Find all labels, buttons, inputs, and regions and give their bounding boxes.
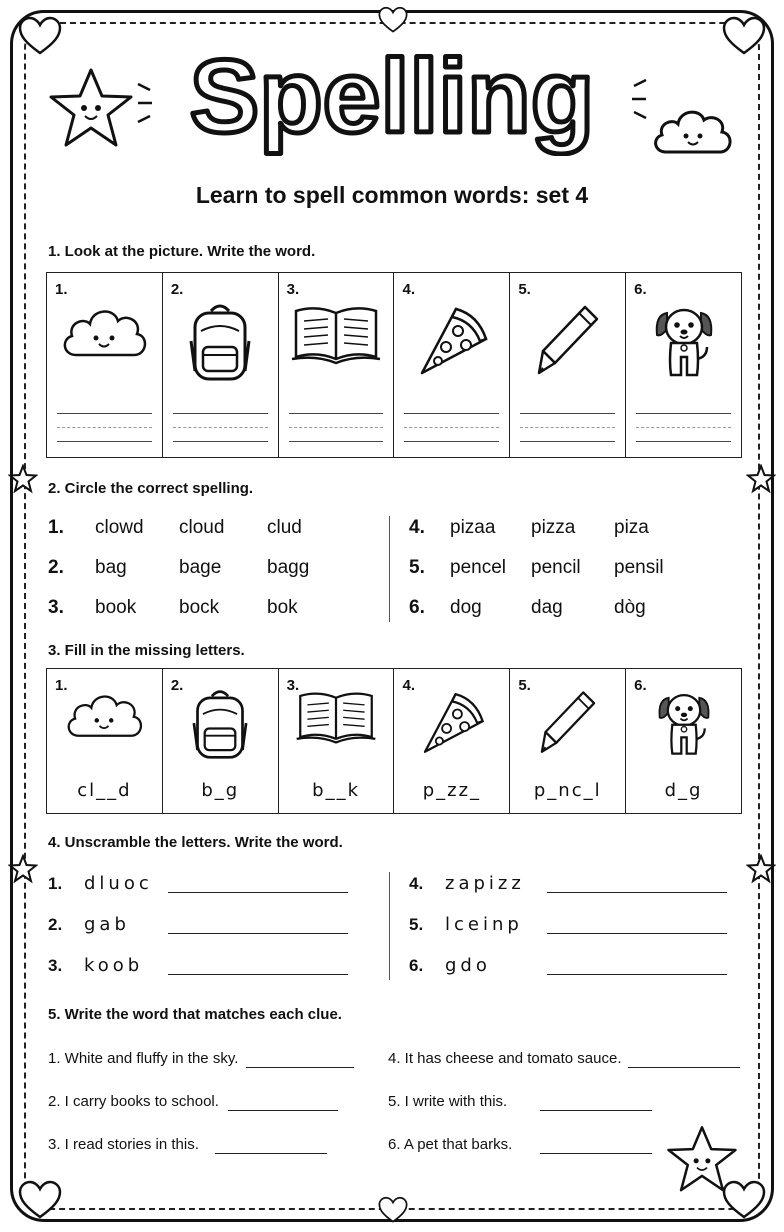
spelling-option[interactable]: book xyxy=(95,597,137,618)
answer-line[interactable] xyxy=(168,933,348,934)
spelling-option[interactable]: bag xyxy=(95,557,127,578)
item-number: 1. xyxy=(55,677,68,694)
writing-line[interactable] xyxy=(289,441,384,442)
item-number: 3. xyxy=(48,597,64,618)
section-1-title: 1. Look at the picture. Write the word. xyxy=(48,243,316,260)
spelling-option[interactable]: piza xyxy=(614,517,649,538)
heart-icon xyxy=(378,6,408,34)
spelling-option[interactable]: bage xyxy=(179,557,222,578)
item-number: 3. xyxy=(286,677,300,694)
fill-in-cell xyxy=(626,669,741,813)
item-number: 6. xyxy=(634,677,647,694)
missing-letters-word[interactable]: cl__d xyxy=(77,780,132,801)
picture-cell xyxy=(279,273,395,457)
clue-text: 5. I write with this. xyxy=(388,1093,508,1110)
star-icon xyxy=(746,854,776,884)
picture-cell xyxy=(510,273,626,457)
picture-cell xyxy=(47,273,163,457)
pencil-icon xyxy=(536,687,599,764)
writing-line[interactable] xyxy=(404,441,499,442)
section-1-picture-grid xyxy=(46,272,742,458)
answer-line[interactable] xyxy=(540,1110,652,1111)
clue-text: 1. White and fluffy in the sky. xyxy=(48,1050,239,1067)
backpack-icon xyxy=(185,301,255,388)
writing-line[interactable] xyxy=(173,413,268,414)
answer-line[interactable] xyxy=(168,892,348,893)
item-number: 1. xyxy=(48,517,64,538)
divider xyxy=(389,872,390,980)
item-number: 4. xyxy=(409,517,425,538)
writing-line[interactable] xyxy=(520,413,615,414)
answer-line[interactable] xyxy=(540,1153,652,1154)
spelling-option[interactable]: pencil xyxy=(531,557,581,578)
writing-line[interactable] xyxy=(57,413,152,414)
spelling-option[interactable]: pencel xyxy=(450,557,506,578)
heart-icon xyxy=(722,16,766,56)
cloud-icon xyxy=(58,301,150,368)
spelling-option[interactable]: clowd xyxy=(95,517,144,538)
pizza-icon xyxy=(412,301,492,386)
item-number: 6. xyxy=(409,956,424,975)
scrambled-letters: zapizz xyxy=(445,873,525,894)
missing-letters-word[interactable]: p_nc_l xyxy=(533,780,602,801)
item-number: 4. xyxy=(402,677,415,694)
item-number: 2. xyxy=(170,677,184,694)
section-4-title: 4. Unscramble the letters. Write the word. xyxy=(48,834,343,851)
missing-letters-word[interactable]: d_g xyxy=(664,780,703,801)
item-number: 6. xyxy=(634,281,647,298)
writing-line[interactable] xyxy=(636,441,731,442)
fill-in-cell xyxy=(394,669,510,813)
answer-line[interactable] xyxy=(547,892,727,893)
answer-line[interactable] xyxy=(547,974,727,975)
dog-icon xyxy=(653,301,715,386)
item-number: 1. xyxy=(48,874,63,893)
missing-letters-word[interactable]: p_zz_ xyxy=(422,780,482,801)
clue-text: 2. I carry books to school. xyxy=(48,1093,219,1110)
clue-text: 6. A pet that barks. xyxy=(388,1136,513,1153)
writing-guide-line xyxy=(636,427,731,428)
writing-guide-line xyxy=(404,427,499,428)
cloud-icon xyxy=(63,687,146,748)
item-number: 4. xyxy=(409,874,424,893)
smiling-star-icon xyxy=(664,1124,740,1196)
scrambled-letters: lceinp xyxy=(445,914,523,935)
item-number: 5. xyxy=(518,677,531,694)
missing-letters-word[interactable]: b_g xyxy=(201,780,240,801)
section-2-title: 2. Circle the correct spelling. xyxy=(48,480,254,497)
spelling-option[interactable]: dòg xyxy=(614,597,646,618)
spelling-option[interactable]: bock xyxy=(179,597,220,618)
clue-text: 3. I read stories in this. xyxy=(48,1136,199,1153)
book-icon xyxy=(290,301,382,372)
spelling-option[interactable]: dag xyxy=(531,597,563,618)
spelling-option[interactable]: pizza xyxy=(531,517,576,538)
heart-icon xyxy=(18,16,62,56)
item-number: 6. xyxy=(409,597,425,618)
writing-guide-line xyxy=(173,427,268,428)
spelling-option[interactable]: clud xyxy=(267,517,302,538)
scrambled-letters: koob xyxy=(84,955,144,976)
section-5-title: 5. Write the word that matches each clue. xyxy=(48,1006,342,1023)
answer-line[interactable] xyxy=(246,1067,354,1068)
writing-line[interactable] xyxy=(636,413,731,414)
item-number: 2. xyxy=(48,557,64,578)
fill-in-cell xyxy=(47,669,163,813)
backpack-icon xyxy=(189,687,252,766)
answer-line[interactable] xyxy=(215,1153,327,1154)
item-number: 5. xyxy=(409,915,424,934)
heart-icon xyxy=(378,1196,408,1224)
picture-cell xyxy=(394,273,510,457)
answer-line[interactable] xyxy=(168,974,348,975)
divider xyxy=(389,516,390,622)
item-number: 2. xyxy=(170,281,184,298)
item-number: 4. xyxy=(402,281,415,298)
scrambled-letters: dluoc xyxy=(84,873,153,894)
writing-guide-line xyxy=(520,427,615,428)
writing-line[interactable] xyxy=(57,441,152,442)
item-number: 5. xyxy=(518,281,531,298)
fill-in-cell xyxy=(279,669,395,813)
spelling-option[interactable]: pizaa xyxy=(450,517,496,538)
item-number: 3. xyxy=(48,956,63,975)
spelling-option[interactable]: bok xyxy=(267,597,298,618)
section-3-picture-grid xyxy=(46,668,742,814)
writing-line[interactable] xyxy=(404,413,499,414)
answer-line[interactable] xyxy=(628,1067,740,1068)
writing-guide-line xyxy=(57,427,152,428)
scrambled-letters: gab xyxy=(84,914,130,935)
writing-guide-line xyxy=(289,427,384,428)
fill-in-cell xyxy=(163,669,279,813)
item-number: 5. xyxy=(409,557,425,578)
smiling-cloud-icon xyxy=(648,100,738,162)
scrambled-letters: gdo xyxy=(445,955,491,976)
picture-cell xyxy=(626,273,741,457)
answer-line[interactable] xyxy=(228,1110,338,1111)
dog-icon xyxy=(656,687,712,764)
page-title xyxy=(150,36,634,156)
heart-icon xyxy=(18,1180,62,1220)
writing-line[interactable] xyxy=(173,441,268,442)
star-icon xyxy=(8,464,38,494)
fill-in-cell xyxy=(510,669,626,813)
smiling-star-icon xyxy=(46,66,136,152)
book-icon xyxy=(295,687,378,751)
picture-cell xyxy=(163,273,279,457)
pizza-icon xyxy=(416,687,488,764)
spelling-option[interactable]: dog xyxy=(450,597,482,618)
writing-line[interactable] xyxy=(520,441,615,442)
spelling-option[interactable]: cloud xyxy=(179,517,225,538)
section-3-title: 3. Fill in the missing letters. xyxy=(48,642,245,659)
star-icon xyxy=(746,464,776,494)
title-text: Spelling xyxy=(189,39,595,155)
missing-letters-word[interactable]: b__k xyxy=(312,780,360,801)
item-number: 1. xyxy=(55,281,68,298)
subtitle: Learn to spell common words: set 4 xyxy=(195,182,589,208)
star-icon xyxy=(8,854,38,884)
spelling-option[interactable]: pensil xyxy=(614,557,664,578)
writing-line[interactable] xyxy=(289,413,384,414)
spelling-option[interactable]: bagg xyxy=(267,557,310,578)
item-number: 3. xyxy=(286,281,300,298)
clue-text: 4. It has cheese and tomato sauce. xyxy=(388,1050,622,1067)
item-number: 2. xyxy=(48,915,63,934)
pencil-icon xyxy=(533,301,603,386)
answer-line[interactable] xyxy=(547,933,727,934)
